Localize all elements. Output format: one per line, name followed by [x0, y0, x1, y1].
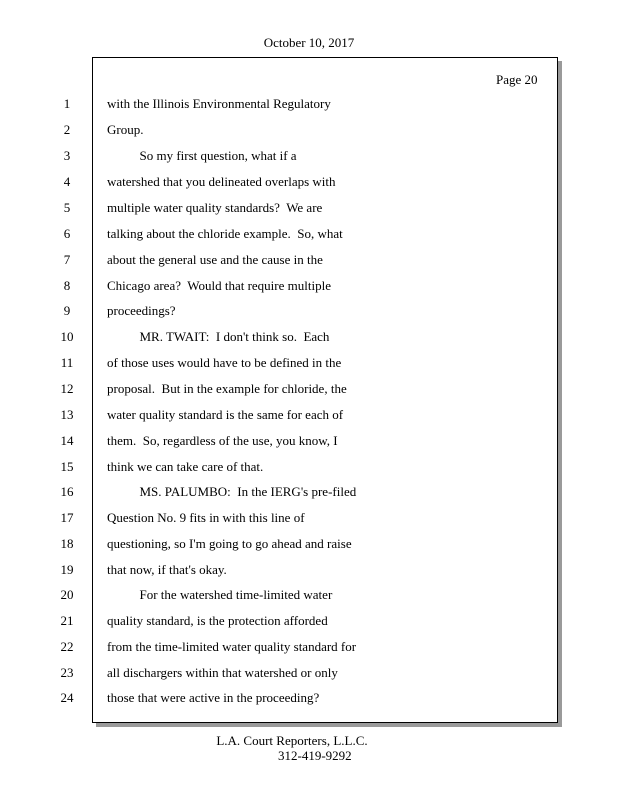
line-text: think we can take care of that. [107, 459, 264, 474]
line-number: 4 [63, 174, 71, 189]
transcript-line [0, 587, 618, 613]
line-number: 6 [63, 226, 71, 241]
line-text: MS. PALUMBO: In the IERG's pre-filed [107, 484, 357, 499]
transcript-line [0, 226, 618, 252]
page-number: Page 20 [496, 72, 538, 87]
transcript-line [0, 665, 618, 691]
line-text: of those uses would have to be defined in the [107, 355, 342, 370]
line-text: proceedings? [107, 303, 176, 318]
footer-phone: 312-419-9292 [278, 748, 352, 763]
transcript-line [0, 96, 618, 122]
line-number: 23 [60, 665, 74, 680]
line-text: questioning, so I'm going to go ahead and raise [107, 536, 352, 551]
transcript-line [0, 252, 618, 278]
line-text: all dischargers within that watershed or only [107, 665, 338, 680]
line-number: 7 [63, 252, 71, 267]
line-number: 1 [63, 96, 71, 111]
line-text: talking about the chloride example. So, what [107, 226, 343, 241]
line-number: 22 [60, 639, 74, 654]
line-text: multiple water quality standards? We are [107, 200, 323, 215]
line-number: 14 [60, 433, 74, 448]
transcript-line [0, 690, 618, 716]
line-text: Group. [107, 122, 144, 137]
transcript-line [0, 407, 618, 433]
line-number: 21 [60, 613, 74, 628]
line-text: them. So, regardless of the use, you know, I [107, 433, 338, 448]
line-number: 11 [60, 355, 74, 370]
line-text: with the Illinois Environmental Regulatory [107, 96, 331, 111]
transcript-line [0, 329, 618, 355]
line-text: those that were active in the proceeding? [107, 690, 320, 705]
line-number: 16 [60, 484, 74, 499]
transcript-line [0, 484, 618, 510]
transcript-line [0, 459, 618, 485]
line-number: 19 [60, 562, 74, 577]
transcript-line [0, 122, 618, 148]
line-number: 12 [60, 381, 74, 396]
transcript-line [0, 536, 618, 562]
line-number: 10 [60, 329, 74, 344]
line-text: quality standard, is the protection afforded [107, 613, 328, 628]
line-number: 15 [60, 459, 74, 474]
transcript-line [0, 562, 618, 588]
line-text: MR. TWAIT: I don't think so. Each [107, 329, 330, 344]
line-number: 2 [63, 122, 71, 137]
transcript-line [0, 174, 618, 200]
transcript-line [0, 355, 618, 381]
line-number: 24 [60, 690, 74, 705]
line-number: 3 [63, 148, 71, 163]
line-number: 8 [63, 278, 71, 293]
transcript-line [0, 639, 618, 665]
header-date: October 10, 2017 [263, 35, 355, 50]
transcript-line [0, 510, 618, 536]
line-number: 20 [60, 587, 74, 602]
line-text: that now, if that's okay. [107, 562, 227, 577]
line-text: So my first question, what if a [107, 148, 297, 163]
line-number: 9 [63, 303, 71, 318]
line-text: about the general use and the cause in the [107, 252, 323, 267]
line-text: watershed that you delineated overlaps with [107, 174, 336, 189]
line-text: proposal. But in the example for chloride, the [107, 381, 347, 396]
line-number: 17 [60, 510, 74, 525]
line-number: 5 [63, 200, 71, 215]
line-number: 13 [60, 407, 74, 422]
transcript-line [0, 613, 618, 639]
line-text: water quality standard is the same for each of [107, 407, 344, 422]
transcript-line [0, 278, 618, 304]
transcript-line [0, 148, 618, 174]
line-number: 18 [60, 536, 74, 551]
footer-company: L.A. Court Reporters, L.L.C. [216, 733, 368, 748]
transcript-line [0, 381, 618, 407]
line-text: from the time-limited water quality standard for [107, 639, 357, 654]
transcript-line [0, 200, 618, 226]
line-text: Question No. 9 fits in with this line of [107, 510, 305, 525]
line-text: For the watershed time-limited water [107, 587, 333, 602]
line-text: Chicago area? Would that require multiple [107, 278, 331, 293]
transcript-line [0, 303, 618, 329]
transcript-line [0, 433, 618, 459]
